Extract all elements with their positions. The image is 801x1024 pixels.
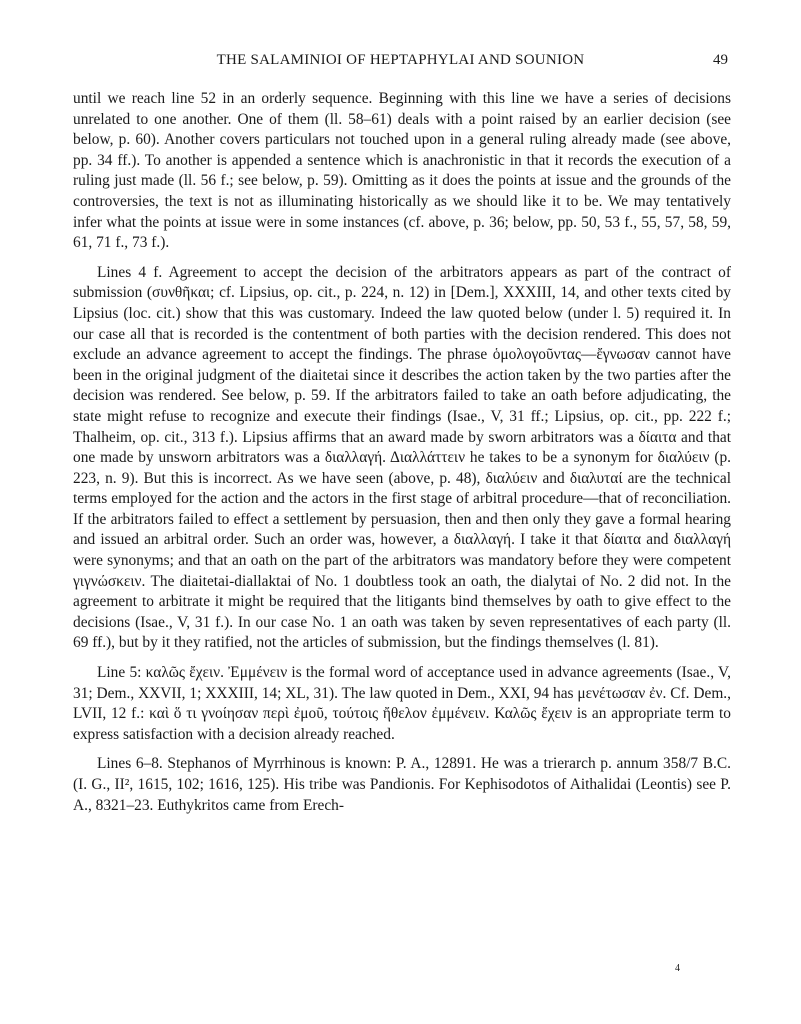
signature-mark: 4 <box>675 963 680 974</box>
running-head <box>73 52 728 76</box>
body-text <box>73 89 731 825</box>
paragraph-line-5: Line 5: καλῶς ἔχειν. Ἐμμένειν is the formal word of acceptance used in advance agreements (Isae., V, 31; Dem., XXVII, 1; XXXIII, 14; XL, 31). The law quoted in Dem., XXI, 94 has μενέτωσαν ἐν. Cf. Dem., LVII, 12 f.: καὶ ὅ τι γνοίησαν περὶ ἐμοῦ, τούτοις ἤθελον ἐμμένειν. Καλῶς ἔχειν is an appropriate term to express satisfaction with a decision already reached. <box>73 664 731 743</box>
page-number: 49 <box>713 52 728 68</box>
paragraph-continuation: until we reach line 52 in an orderly sequence. Beginning with this line we have a series of decisions unrelated to one another. One of them (ll. 58–61) deals with a point raised by an earlier decision (see below, p. 60). Another covers particulars not touched upon in a general ruling already made (see above, pp. 34 ff.). To another is appended a sentence which is anachronistic in that it records the execution of a ruling just made (ll. 56 f.; see below, p. 59). Omitting as it does the points at issue and the grounds of the controversies, the text is not as illuminating historically as we should like it to be. We may tentatively infer what the points at issue were in some instances (cf. above, p. 36; below, pp. 50, 53 f., 55, 57, 58, 59, 61, 71 f., 73 f.). <box>73 90 731 252</box>
paragraph-lines-6-8: Lines 6–8. Stephanos of Myrrhinous is known: P. A., 12891. He was a trierarch p. annum 358/7 B.C. (I. G., II², 1615, 102; 1616, 125). His tribe was Pandionis. For Kephisodotos of Aithalidai (Leontis) see P. A., 8321–23. Euthykritos came from Erech- <box>73 755 731 814</box>
paragraph-lines-4f: Lines 4 f. Agreement to accept the decision of the arbitrators appears as part of the contract of submission (συνθῆκαι; cf. Lipsius, op. cit., p. 224, n. 12) in [Dem.], XXXIII, 14, and other texts cited by Lipsius (loc. cit.) show that this was customary. Indeed the law quoted below (under l. 5) required it. In our case all that is recorded is the contentment of both parties with the decision rendered. This does not exclude an advance agreement to accept the findings. The phrase ὁμολογοῦντας—ἔγνωσαν cannot have been in the original judgment of the diaitetai since it describes the action taken by the two parties after the decision was rendered. See below, p. 59. If the arbitrators failed to take an oath before adjudicating, the state might refuse to recognize and execute their findings (Isae., V, 31 ff.; Lipsius, op. cit., pp. 222 f.; Thalheim, op. cit., 313 f.). Lipsius affirms that an award made by sworn arbitrators was a δίαιτα and that one made by unsworn arbitrators was a διαλλαγή. Διαλλάττειν he takes to be a synonym for διαλύειν (p. 223, n. 9). But this is incorrect. As we have seen (above, p. 48), διαλύειν and διαλυταί are the technical terms employed for the action and the actors in the first stage of arbitral procedure—that of reconciliation. If the arbitrators failed to effect a settlement by persuasion, then and then only they gave a formal hearing and issued an arbitral order. Such an order was, however, a διαλλαγή. I take it that δίαιτα and διαλλαγή were synonyms; and that an oath on the part of the arbitrators was mandatory before they were competent γιγνώσκειν. The diaitetai-diallaktai of No. 1 doubtless took an oath, the dialytai of No. 2 did not. In the agreement to arbitrate it might be required that the litigants bind themselves by oath to give effect to the decisions (Isae., V, 31 f.). In our case No. 1 an oath was taken by seven representatives of each party (ll. 69 ff.), but by it they ratified, not the articles of submission, but the findings themselves (l. 81). <box>73 263 731 652</box>
running-title: THE SALAMINIOI OF HEPTAPHYLAI AND SOUNION <box>216 52 585 68</box>
